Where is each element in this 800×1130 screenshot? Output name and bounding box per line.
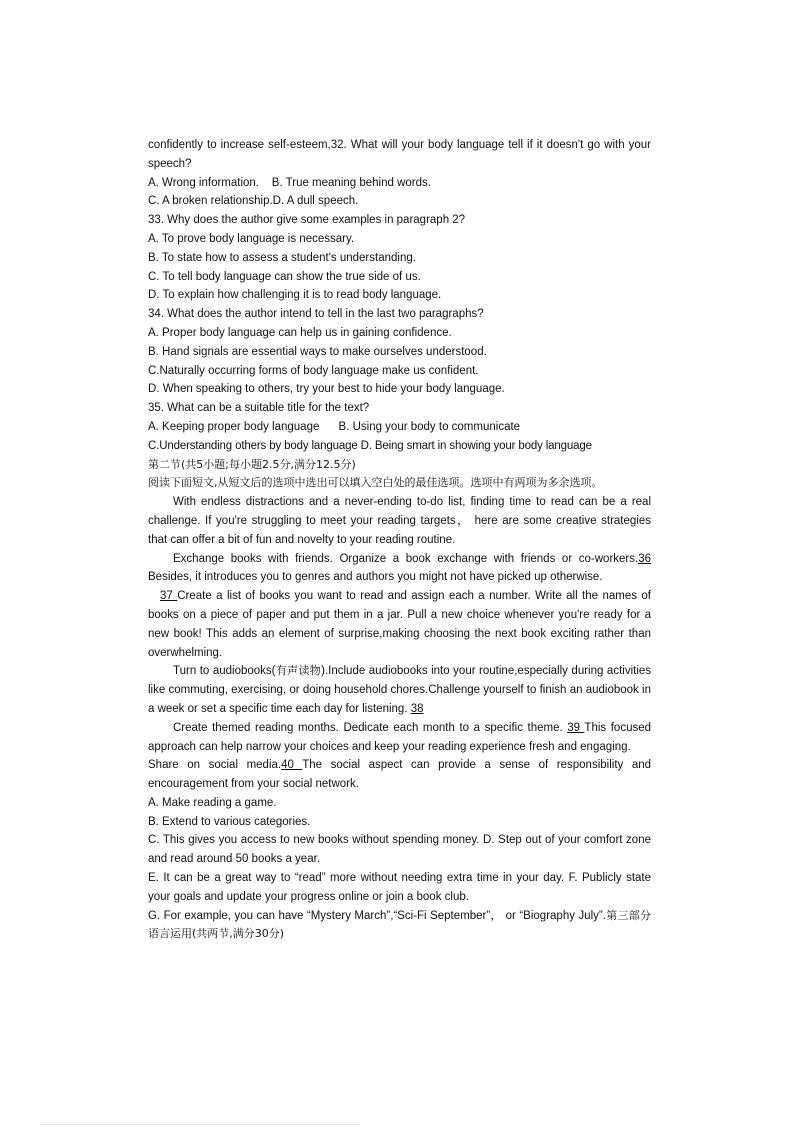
section2-heading: 第二节(共5小题;每小题2.5分,满分12.5分) [148,457,356,471]
q35-options-ab: A. Keeping proper body language B. Using your body to communicate [148,420,521,433]
q33-option-d: D. To explain how challenging it is to read body language. [148,289,442,302]
q34-option-c: C.Naturally occurring forms of body language make us confident. [148,364,479,377]
p6-text-b: The social aspect can provide a sense of responsibility and encouragement from your social network. [148,759,652,791]
p4-text-a: Turn to audiobooks( [173,665,276,678]
p4-text-b: ).Include audiobooks into your routine,especially during activities like commuting, exercising, or doing household chores.Challenge yourself to finish an audiobook in a week or set a specific time each day for listening. [148,665,652,715]
q34-option-a: A. Proper body language can help us in gaining confidence. [148,326,452,339]
q35-options-cd: C.Understanding others by body language D. Being smart in showing your body language [148,439,592,452]
option-a: A. Make reading a game. [148,796,277,809]
p6-text-a: Share on social media. [148,759,282,772]
passage-paragraph-6 [148,756,651,794]
part3-heading: 第三部分语言运用(共两节,满分30分) [148,908,652,941]
passage-paragraph-4 [148,662,651,718]
option-c-d: C. This gives you access to new books without spending money. D. Step out of your comfort zone and read around 50 books a year. [148,834,651,866]
q31-tail: confidently to increase self-esteem, [148,139,331,151]
blank-39: 39 [567,721,585,734]
passage-paragraph-3 [148,587,651,662]
q33-option-b: B. To state how to assess a student's understanding. [148,251,416,264]
option-b: B. Extend to various categories. [148,815,311,828]
q33-option-a: A. To prove body language is necessary. [148,232,355,245]
p3-text: Create a list of books you want to read and assign each a number. Write all the names of books on a piece of paper and put them in a jar. Pull a new choice whenever you're ready for a new book! This adds an element of surprise,making choosing the next book exciting rather than overwhelming. [148,590,651,659]
q32-options-cd: C. A broken relationship.D. A dull speech. [148,195,359,208]
q34-stem: 34. What does the author intend to tell in the last two paragraphs? [148,308,484,321]
blank-38: 38 [410,702,424,715]
q34-option-b: B. Hand signals are essential ways to make ourselves understood. [148,345,487,358]
p2-tail: Besides, it introduces you to genres and authors you might not have picked up otherwise. [148,571,603,584]
blank-36: 36 [638,552,651,565]
p5-text-b: This focused approach can help narrow your choices and keep your reading experience fresh and engaging. [148,721,652,753]
section2-instruction: 阅读下面短文,从短文后的选项中选出可以填入空白处的最佳选项。选项中有两项为多余选项。 [148,476,603,490]
q33-stem: 33. Why does the author give some examples in paragraph 2? [148,214,466,227]
q35-stem: 35. What can be a suitable title for the text? [148,402,370,415]
q32-stem: 32. What will your body language tell if it doesn't go with [330,139,625,151]
p4-chinese-gloss: 有声读物 [275,664,322,678]
scan-bottom-edge [40,1124,360,1125]
blank-40: 40 [281,759,303,772]
q32-options-ab: A. Wrong information. B. True meaning behind words. [148,176,431,189]
passage-paragraph-1: With endless distractions and a never-ending to-do list, finding time to read can be a real challenge. If you're struggling to meet your reading targets， here are some creative strategies that can offer a bit of fun and novelty to your reading routine. [148,496,651,546]
p2-text: Exchange books with friends. Organize a book exchange with friends or co-workers. [173,552,639,565]
option-e-f: E. It can be a great way to “read” more without needing extra time in your day. F. Publicly state your goals and update your progress online or join a book club. [148,872,651,903]
question-32 [148,136,651,174]
option-g-and-part3 [148,907,651,945]
passage-paragraph-2 [148,550,651,588]
exam-page [148,136,651,944]
q34-option-d: D. When speaking to others, try your best to hide your body language. [148,383,505,396]
option-g: G. For example, you can have “Mystery March”,“Sci-Fi September”， or “Biography July”. [148,909,606,922]
q33-option-c: C. To tell body language can show the true side of us. [148,270,421,283]
p5-text-a: Create themed reading months. Dedicate each month to a specific theme. [173,721,568,734]
q32-stem-cont: your speech? [148,139,651,170]
passage-paragraph-5 [148,719,651,757]
blank-37: 37 [160,590,178,603]
